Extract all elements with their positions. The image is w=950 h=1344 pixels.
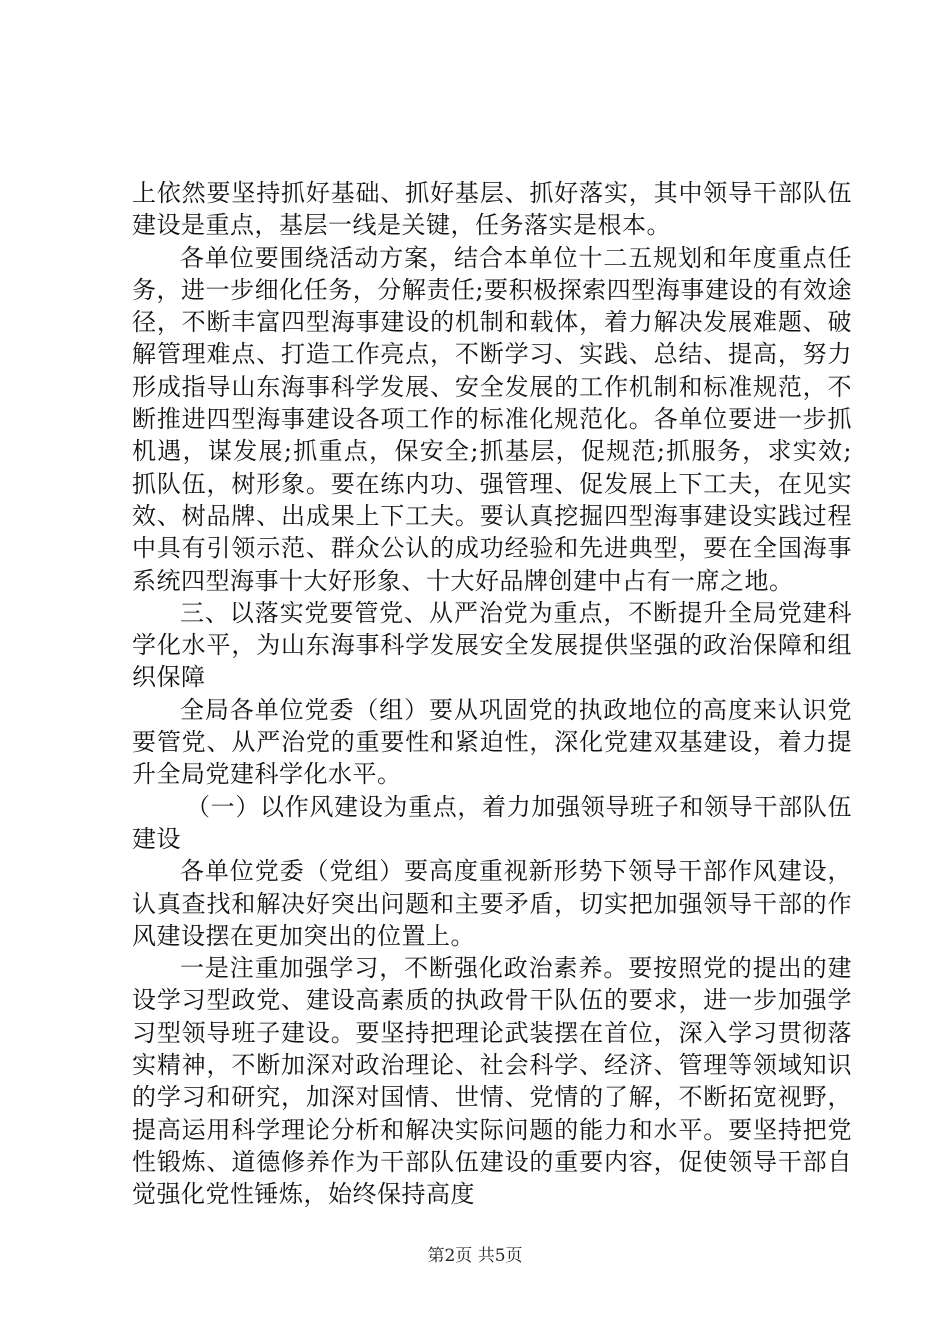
paragraph-6: 各单位党委（党组）要高度重视新形势下领导干部作风建设，认真查找和解决好突出问题和主要矛盾，切实把加强领导干部的作风建设摆在更加突出的位置上。 (132, 857, 852, 950)
page-number-footer: 第2页 共5页 (427, 1246, 523, 1266)
subsection-heading-1: （一）以作风建设为重点，着力加强领导班子和领导干部队伍建设 (132, 792, 852, 853)
paragraph-2: 各单位要围绕活动方案，结合本单位十二五规划和年度重点任务，进一步细化任务，分解责任;要积极探索四型海事建设的有效途径，不断丰富四型海事建设的机制和载体，着力解决发展难题、破解管理难点、打造工作亮点，不断学习、实践、总结、提高，努力形成指导山东海事科学发展、安全发展的工作机制和标准规范，不断推进四型海事建设各项工作的标准化规范化。各单位要进一步抓机遇，谋发展;抓重点，保安全;抓基层，促规范;抓服务，求实效;抓队伍，树形象。要在练内功、强管理、促发展上下工夫，在见实效、树品牌、出成果上下工夫。要认真挖掘四型海事建设实践过程中具有引领示范、群众公认的成功经验和先进典型，要在全国海事系统四型海事十大好形象、十大好品牌创建中占有一席之地。 (132, 243, 852, 595)
paragraph-4: 全局各单位党委（组）要从巩固党的执政地位的高度来认识党要管党、从严治党的重要性和紧迫性，深化党建双基建设，着力提升全局党建科学化水平。 (132, 695, 852, 789)
paragraph-1: 上依然要坚持抓好基础、抓好基层、抓好落实，其中领导干部队伍建设是重点，基层一线是关键，任务落实是根本。 (132, 179, 852, 240)
section-heading-3: 三、以落实党要管党、从严治党为重点，不断提升全局党建科学化水平，为山东海事科学发展安全发展提供坚强的政治保障和组织保障 (132, 598, 852, 692)
document-body (132, 177, 852, 1211)
paragraph-7: 一是注重加强学习，不断强化政治素养。要按照党的提出的建设学习型政党、建设高素质的执政骨干队伍的要求，进一步加强学习型领导班子建设。要坚持把理论武装摆在首位，深入学习贯彻落实精神，不断加深对政治理论、社会科学、经济、管理等领域知识的学习和研究，加深对国情、世情、党情的了解，不断拓宽视野，提高运用科学理论分析和解决实际问题的能力和水平。要坚持把党性锻炼、道德修养作为干部队伍建设的重要内容，促使领导干部自觉强化党性锤炼，始终保持高度 (132, 954, 852, 1209)
